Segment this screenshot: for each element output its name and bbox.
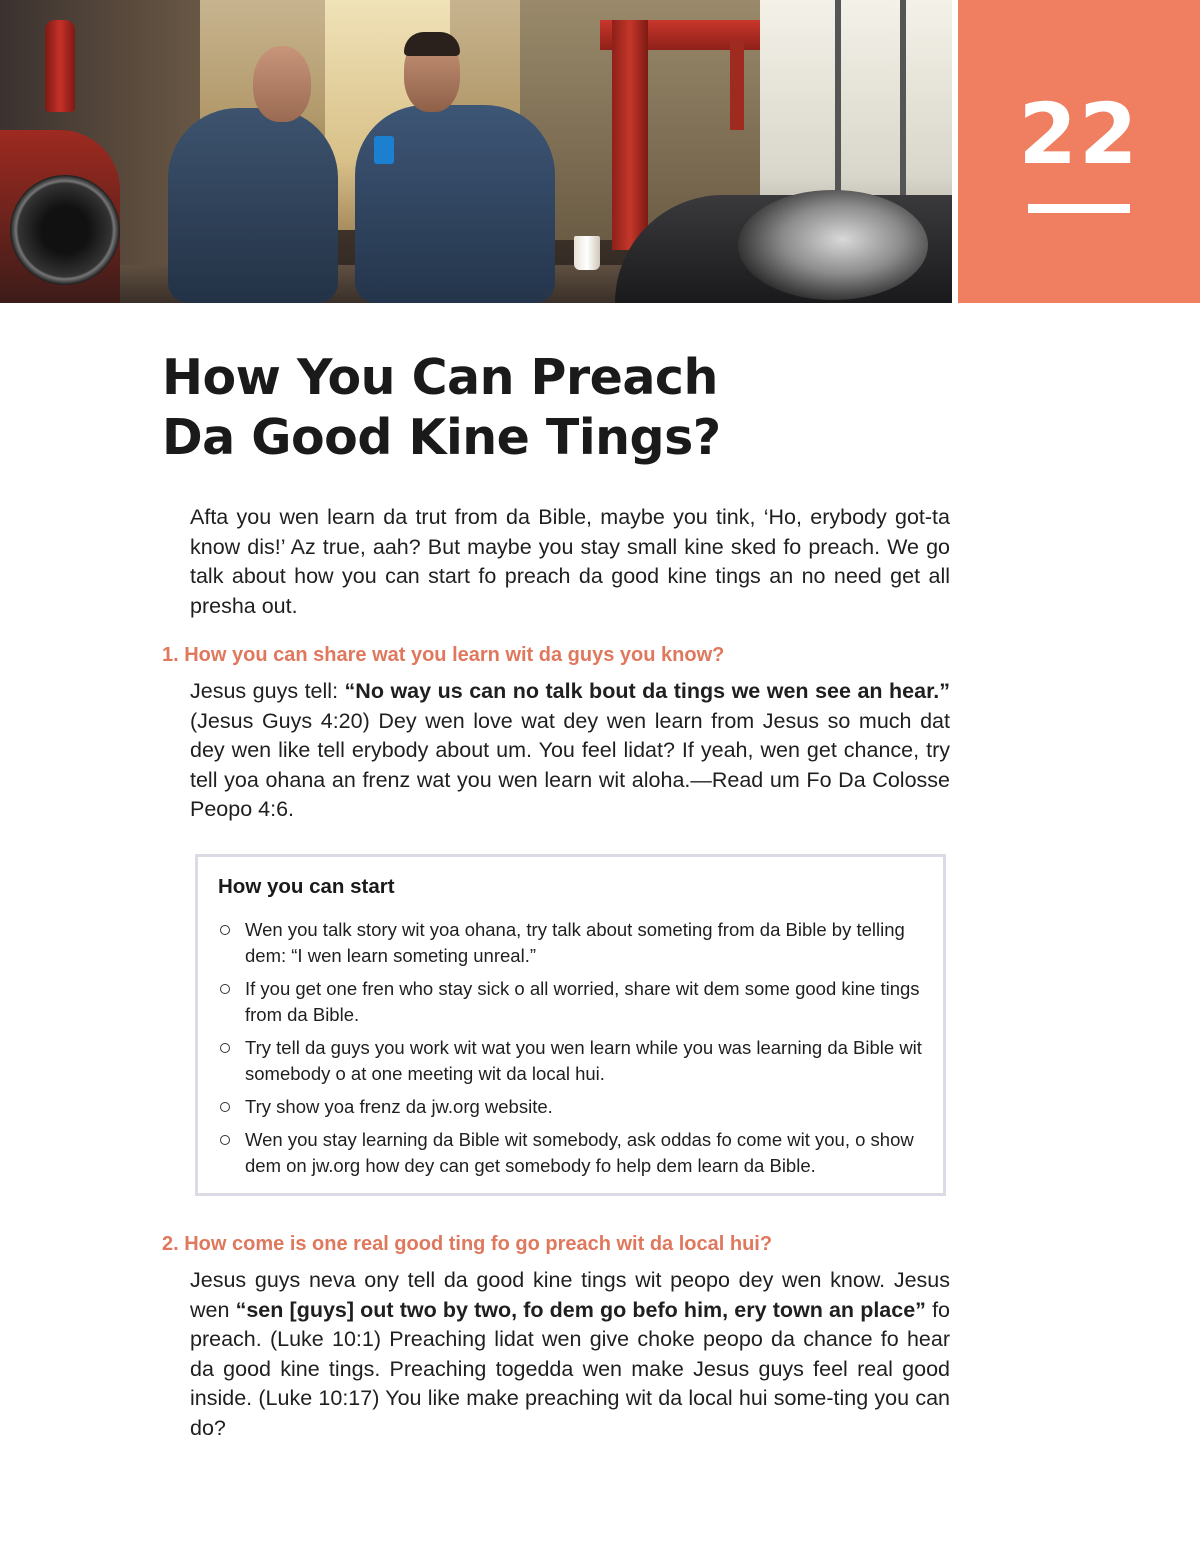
chapter-number: 22: [1018, 85, 1140, 183]
box-list: [218, 917, 933, 1186]
chapter-badge: [958, 0, 1200, 303]
list-item-text: Try show yoa frenz da jw.org website.: [245, 1096, 553, 1117]
section-2-paragraph: [190, 1266, 950, 1444]
section-1-lead: Jesus guys tell:: [190, 679, 345, 703]
intro-paragraph: Afta you wen learn da trut from da Bible, maybe you tink, ‘Ho, erybody got-ta know dis!’ Az true, aah? But maybe you stay small kine sked fo preach. We go talk about how you can start fo preach da good kine tings an no need get all presha out.: [190, 505, 950, 618]
list-item: [218, 1094, 933, 1120]
photo-older-man: [168, 108, 338, 303]
section-2-lead: Jesus guys neva ony tell da good kine tings wit peopo dey wen know. Jesus wen: [190, 1268, 950, 1322]
photo-coffee-cup: [574, 236, 600, 270]
list-item-text: Wen you stay learning da Bible wit somebody, ask oddas fo come wit you, o show dem on jw.org how dey can get somebody fo help dem learn da Bible.: [245, 1129, 914, 1176]
circle-bullet-icon: [220, 1135, 230, 1145]
list-item: [218, 1127, 933, 1179]
page-title-line-2: Da Good Kine Tings?: [162, 409, 721, 466]
photo-fire-extinguisher: [45, 20, 75, 112]
photo-older-man-head: [253, 46, 311, 122]
page-title-line-1: How You Can Preach: [162, 349, 718, 406]
list-item: [218, 917, 933, 969]
page-title: [162, 348, 802, 468]
question-1: 1. How you can share wat you learn wit da guys you know?: [162, 644, 725, 666]
box-title: How you can start: [218, 875, 395, 898]
list-item-text: Wen you talk story wit yoa ohana, try talk about someting from da Bible by telling dem: “I wen learn someting unreal.”: [245, 919, 905, 966]
circle-bullet-icon: [220, 984, 230, 994]
photo-motorcycle-headlamp: [738, 190, 928, 300]
photo-lift-arm: [730, 40, 744, 130]
photo-motorcycle-wheel: [10, 175, 120, 285]
photo-phone: [374, 136, 394, 164]
section-1-paragraph: [190, 677, 950, 825]
circle-bullet-icon: [220, 1043, 230, 1053]
section-1-rest: (Jesus Guys 4:20) Dey wen love wat dey wen learn from Jesus so much dat dey wen like tell erybody about um. You feel lidat? If yeah, wen get chance, try tell yoa ohana an frenz wat you wen learn wit aloha.—Read um Fo Da Colosse Peopo 4:6.: [190, 708, 950, 822]
photo-red-lift: [612, 20, 648, 250]
circle-bullet-icon: [220, 1102, 230, 1112]
list-item: [218, 976, 933, 1028]
section-2-quote: “sen [guys] out two by two, fo dem go befo him, ery town an place”: [235, 1297, 926, 1322]
photo-younger-man: [355, 105, 555, 303]
list-item-text: If you get one fren who stay sick o all worried, share wit dem some good kine tings from da Bible.: [245, 978, 920, 1025]
question-2: 2. How come is one real good ting fo go preach wit da local hui?: [162, 1233, 773, 1255]
photo-younger-man-hair: [404, 32, 460, 56]
header-photo: [0, 0, 952, 303]
section-1-quote: “No way us can no talk bout da tings we wen see an hear.”: [344, 679, 950, 703]
how-to-start-box: [195, 854, 946, 1196]
section-2-rest: fo preach. (Luke 10:1) Preaching lidat wen give choke peopo da chance fo hear da good kine tings. Preaching togedda wen make Jesus guys feel real good inside. (Luke 10:17) You like make preaching wit da local hui some-ting you can do?: [190, 1297, 951, 1440]
list-item: [218, 1035, 933, 1087]
chapter-underline: [1028, 204, 1130, 213]
circle-bullet-icon: [220, 925, 230, 935]
list-item-text: Try tell da guys you work wit wat you wen learn while you was learning da Bible wit somebody o at one meeting wit da local hui.: [245, 1037, 922, 1084]
